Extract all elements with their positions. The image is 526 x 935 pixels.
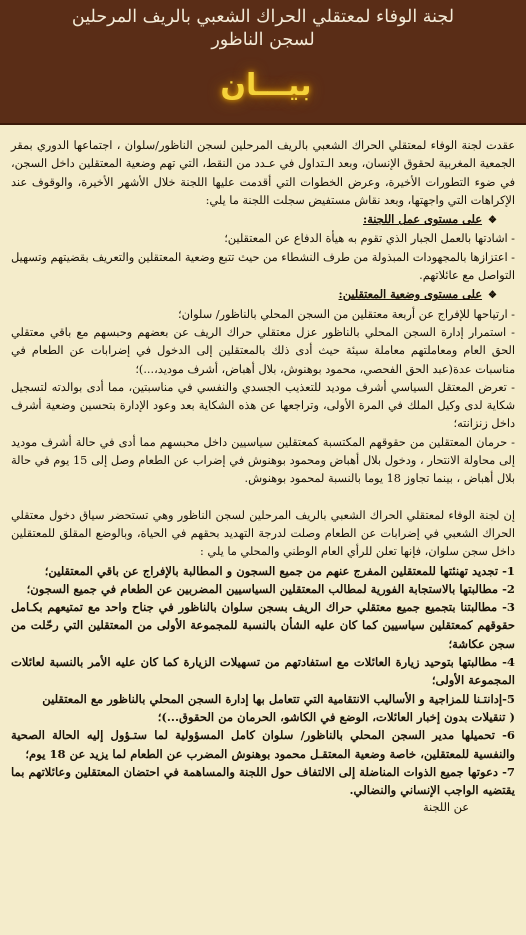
statement-body xyxy=(11,137,515,818)
demands-list xyxy=(11,562,515,800)
intro-paragraph: عقدت لجنة الوفاء لمعتقلي الحراك الشعبي بالريف المرحلين لسجن الناظور/سلوان ، اجتماعها الدوري بمقر الجمعية المغربية لحقوق الإنسان، وبعد الـتداول في عـدد من النقط، التي تهم وضعية المعتقلين داخل السجن، في ضوء التطورات الأخيرة، وعرض الخطوات التي أقدمت عليها اللجنة خلال الأشهر الأخيرة، والوقوف عند الإكراهات التي واجهتها، وبعد نقاش مستفيض سجلت اللجنة ما يلي: xyxy=(11,139,515,207)
list-item: - ارتياحها للإفراج عن أربعة معتقلين من السجن المحلي بالناظور/ سلوان؛ xyxy=(178,307,515,321)
list-item: - اشادتها بالعمل الجبار الذي تقوم به هيأة الدفاع عن المعتقلين؛ xyxy=(224,232,515,246)
diamond-bullet-icon: ❖ xyxy=(488,215,497,227)
section-heading-committee-label: على مستوى عمل اللجنة: xyxy=(363,212,483,227)
demand-item: 7- دعوتها جميع الذوات المناضلة إلى الالتفاف حول اللجنة والمساهمة في احتضان المعتقلين وعائلاتهم بما يقتضيه الواجب الإنساني والنضالي. xyxy=(11,764,515,798)
paragraph-gap xyxy=(11,489,515,507)
signature: عن اللجنة xyxy=(422,801,469,815)
statement-badge: بيـــان xyxy=(220,68,312,103)
title-line-1: لجنة الوفاء لمعتقلي الحراك الشعبي بالريف المرحلين xyxy=(71,7,455,27)
list-item: - اعتزازها بالمجهودات المبذولة من طرف النشطاء من حيث تتبع وضعية المعتقلين والتعريف بقضيتهم وتسهيل التواصل مع عائلاتهم. xyxy=(11,250,515,283)
demand-item: 6- تحميلها مدير السجن المحلي بالناظور/ سلوان كامل المسؤولية لما ستـؤول إليه الحالة الصحية والنفسية للمعتقلين، خاصة وضعية المعتقـل محمود بوهنوش المضرب عن الطعام لما يزيد عن 18 يوم؛ xyxy=(11,728,515,761)
demand-item: 5-إدانتـنا للمزاجية و الأساليب الانتقامية التي تتعامل بها إدارة السجن المحلي بالناظور مع المعتقلين xyxy=(42,691,515,706)
committee-title xyxy=(10,6,516,52)
section-heading-detainees xyxy=(11,285,515,305)
list-item: - حرمان المعتقلين من حقوقهم المكتسبة كمعتقلين سياسيين داخل محبسهم مما أدى في حالة أشرف موديد إلى محاولة الانتحار ، ودخول بلال أهباض ومحمود بوهنوش في إضراب عن الطعام وصل إلى 15 يوم في حالة بلال أهباض ، بينما تجاوز 18 يوما بالنسبة لمحمود بوهنوش. xyxy=(11,435,515,486)
demand-item: 3- مطالبتنا بتجميع جميع معتقلي حراك الريف بسجن سلوان بالناظور في جناح واحد مع تمتيعهم بكـامل حقوقهم كمعتقلين سياسيين كما كان عليه الشأن بالنسبة للمجموعة الأولى من المعتقلين التي رحّلت من سجن عكاشة؛ xyxy=(11,600,515,651)
section-heading-detainees-label: على مستوى وضعية المعتقلين: xyxy=(338,287,483,302)
demand-item: ( تنقيلات بدون إخبار العائلات، الوضع في الكاشو، الحرمان من الحقوق...)؛ xyxy=(157,709,515,724)
header-banner xyxy=(0,0,526,125)
list-item: - تعرض المعتقل السياسي أشرف موديد للتعذيب الجسدي والنفسي في مناسبتين، مما أدى بوالدته لتسجيل شكاية لدى وكيل الملك في المرة الأولى، وتراجعها عن هذه الشكاية بعد وعود الإدارة بتحسين وضعية أشرف داخل زنزانته؛ xyxy=(11,380,515,431)
title-line-2: لسجن الناظور xyxy=(211,30,315,50)
demand-item: 2- مطالبتها بالاستجابة الفورية لمطالب المعتقلين السياسيين المضربين عن الطعام في جميع السجون؛ xyxy=(26,581,515,596)
demand-item: 1- تجديد تهنئتها للمعتقلين المفرج عنهم من جميع السجون و المطالبة بالإفراج عن باقي المعتقلين؛ xyxy=(44,563,515,578)
list-item: - استمرار إدارة السجن المحلي بالناظور عزل معتقلي حراك الريف عن بعضهم وحبسهم مع باقي معتقلي الحق العام ومعاملتهم معاملة سيئة حيث أدى ذلك بالمعتقلين إلى الدخول في إضرابات عن الطعام في مناسبات عدة(عبد الحق الفحصي، محمود بوهنوش، بلال أهباض، أشرف موديد،...)؛ xyxy=(11,325,515,376)
diamond-bullet-icon: ❖ xyxy=(488,290,497,302)
section-heading-committee xyxy=(11,210,515,230)
demand-item: 4- مطالبتها بتوحيد زيارة العائلات مع استفادتهم من تسهيلات الزيارة كما كان عليه الأمر بالنسبة لعائلات المجموعة الأولى؛ xyxy=(11,655,515,688)
conclusion-paragraph: إن لجنة الوفاء لمعتقلي الحراك الشعبي بالريف المرحلين لسجن الناظور وهي تستحضر سياق دخول معتقلي الحراك الشعبي في إضرابات عن الطعام وصلت لدرجة التهديد بحقهم في الحياة، وبالوضع المقلق للمعتقلين داخل سجن سلوان، فإنها تعلن للرأي العام الوطني والمحلي ما يلي : xyxy=(11,508,515,559)
